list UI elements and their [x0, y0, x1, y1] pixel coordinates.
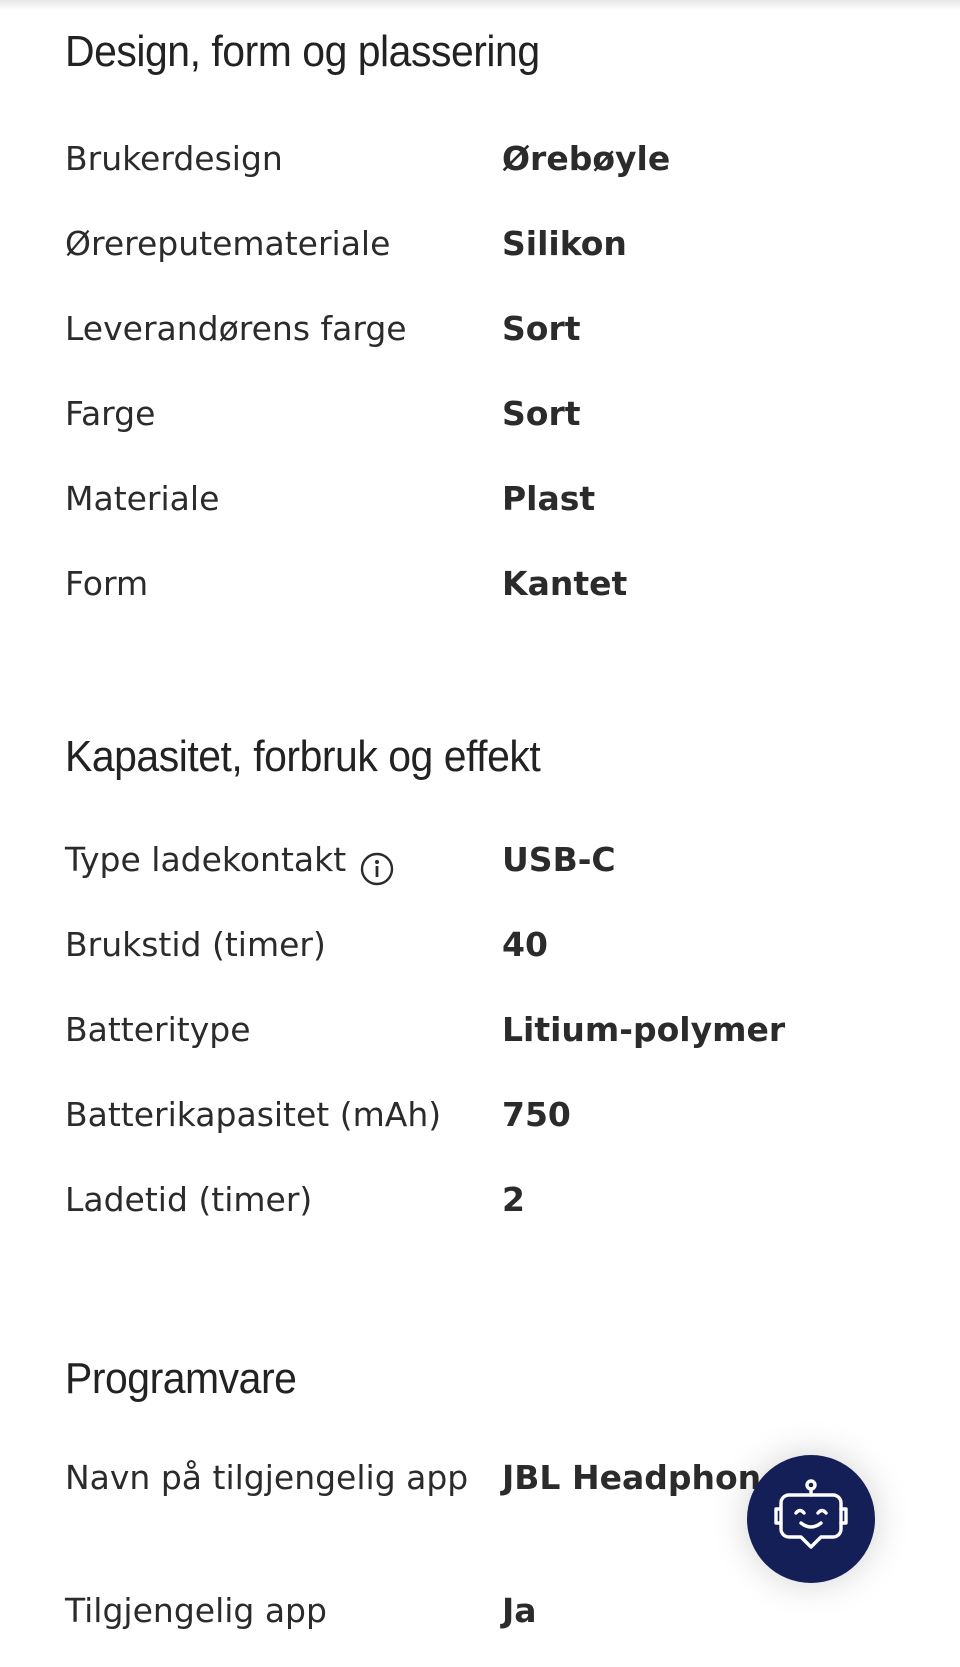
section-capacity [65, 730, 945, 1253]
spec-label: Ørereputemateriale [65, 224, 391, 263]
section-design [65, 25, 945, 637]
spec-label: Leverandørens farge [65, 309, 407, 348]
spec-label-text: Type ladekontakt [65, 840, 347, 879]
spec-value: 2 [502, 1180, 525, 1219]
spec-value: Sort [502, 394, 581, 433]
spec-label: Ladetid (timer) [65, 1180, 313, 1219]
spec-value: Litium-polymer [502, 1010, 786, 1049]
spec-value: 750 [502, 1095, 571, 1134]
top-shadow [0, 0, 960, 10]
spec-value: USB-C [502, 840, 616, 879]
spec-row [65, 1579, 945, 1664]
section-title: Programvare [65, 1354, 297, 1403]
spec-list [65, 127, 945, 637]
spec-row [65, 552, 945, 637]
chatbot-robot-icon [765, 1473, 857, 1565]
spec-label: Farge [65, 394, 156, 433]
spec-list [65, 828, 945, 1253]
spec-label: Form [65, 564, 149, 603]
spec-label: Batterikapasitet (mAh) [65, 1095, 442, 1134]
spec-label: Brukstid (timer) [65, 925, 326, 964]
spec-row [65, 382, 945, 467]
spec-row [65, 828, 945, 913]
spec-value: Plast [502, 479, 596, 518]
spec-value: Silikon [502, 224, 627, 263]
spec-row [65, 467, 945, 552]
section-title: Kapasitet, forbruk og effekt [65, 732, 541, 781]
spec-value: JBL Headphon [502, 1458, 762, 1497]
spec-row [65, 998, 945, 1083]
chatbot-button[interactable] [747, 1455, 875, 1583]
spec-row [65, 212, 945, 297]
spec-label: Navn på tilgjengelig app [65, 1458, 469, 1497]
spec-label: Materiale [65, 479, 220, 518]
spec-value: Ørebøyle [502, 139, 671, 178]
spec-value: 40 [502, 925, 548, 964]
spec-row [65, 1168, 945, 1253]
info-icon[interactable] [360, 843, 394, 877]
spec-value: Sort [502, 309, 581, 348]
spec-row [65, 1083, 945, 1168]
spec-value: Ja [502, 1591, 537, 1630]
spec-row [65, 127, 945, 212]
spec-label [65, 828, 502, 892]
section-title: Design, form og plassering [65, 27, 540, 76]
spec-row [65, 297, 945, 382]
spec-label: Tilgjengelig app [65, 1591, 327, 1630]
spec-label: Brukerdesign [65, 139, 283, 178]
spec-value: Kantet [502, 564, 628, 603]
spec-row [65, 913, 945, 998]
spec-label: Batteritype [65, 1010, 251, 1049]
